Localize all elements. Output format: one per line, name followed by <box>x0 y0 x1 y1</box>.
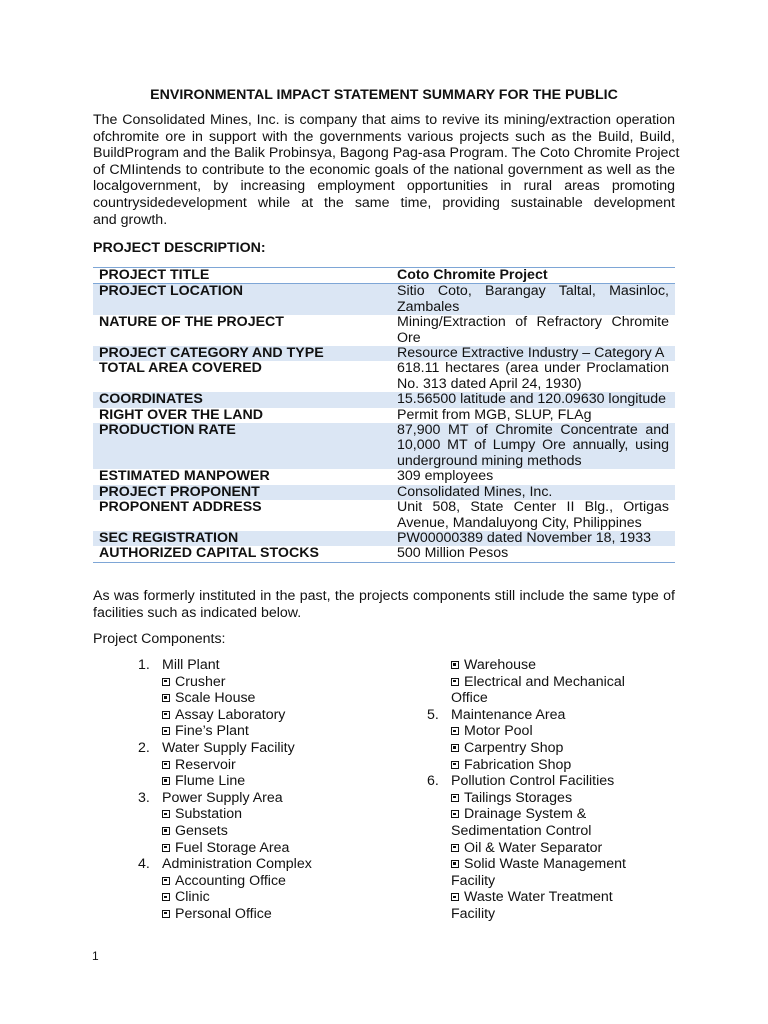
square-bullet-icon <box>451 794 459 802</box>
components-column-right <box>427 657 661 923</box>
square-bullet-icon <box>162 678 170 686</box>
sub-list-item: Motor Pool <box>451 723 661 740</box>
square-bullet-icon <box>451 893 459 901</box>
components-intro-paragraph: As was formerly instituted in the past, the projects components still include the same type of facilities such as indicated below. <box>93 588 675 621</box>
section-heading: PROJECT DESCRIPTION: <box>93 240 266 256</box>
square-bullet-icon <box>162 777 170 785</box>
sub-list-item: Electrical and Mechanical Office <box>451 673 625 707</box>
intro-line: countrysidedevelopment while at the same time, providing sustainable development <box>93 194 675 211</box>
sub-list-item: Carpentry Shop <box>451 740 661 757</box>
table-row <box>93 284 675 315</box>
table-row <box>93 469 675 484</box>
sub-list-item: Personal Office <box>138 906 398 923</box>
row-label: PROJECT TITLE <box>93 268 391 284</box>
square-bullet-icon <box>162 727 170 735</box>
sub-list-item: Warehouse <box>451 657 661 674</box>
table-row <box>93 392 675 407</box>
square-bullet-icon <box>162 711 170 719</box>
row-value: PW00000389 dated November 18, 1933 <box>391 531 675 546</box>
row-label: SEC REGISTRATION <box>93 531 391 546</box>
sub-list-item: Crusher <box>138 674 398 691</box>
list-item: 6. Pollution Control Facilities <box>427 773 615 790</box>
table-row <box>93 546 675 562</box>
sub-list-item: Drainage System & Sedimentation Control <box>451 806 592 839</box>
row-value: Mining/Extraction of Refractory Chromite Ore <box>397 314 669 346</box>
square-bullet-icon <box>451 810 459 818</box>
square-bullet-icon <box>162 810 170 818</box>
row-value: Coto Chromite Project <box>391 268 675 284</box>
row-label: AUTHORIZED CAPITAL STOCKS <box>99 545 319 562</box>
square-bullet-icon <box>451 661 459 669</box>
row-value: 87,900 MT of Chromite Concentrate and 10,000 MT of Lumpy Ore annually, using underground mining methods <box>391 423 675 469</box>
page-number: 1 <box>92 949 99 963</box>
row-label: PROPONENT ADDRESS <box>99 499 262 516</box>
row-value: 309 employees <box>397 468 494 485</box>
square-bullet-icon <box>451 844 459 852</box>
row-label: PRODUCTION RATE <box>93 423 391 469</box>
document-title: ENVIRONMENTAL IMPACT STATEMENT SUMMARY FOR THE PUBLIC <box>150 87 618 103</box>
table-row <box>93 531 675 546</box>
sub-list-item: Reservoir <box>138 757 398 774</box>
intro-paragraph <box>93 112 680 228</box>
row-label: NATURE OF THE PROJECT <box>99 314 284 331</box>
row-label: PROJECT LOCATION <box>93 284 391 315</box>
sub-list-item: Solid Waste Management Facility <box>451 856 626 889</box>
table-row <box>93 315 675 346</box>
sub-list-item: Tailings Storages <box>451 790 661 807</box>
table-row <box>93 408 675 423</box>
row-label: PROJECT CATEGORY AND TYPE <box>93 346 391 361</box>
sub-list-item: Scale House <box>138 690 398 707</box>
row-label: PROJECT PROPONENT <box>93 485 391 500</box>
sub-list-item: Assay Laboratory <box>138 707 398 724</box>
intro-line: The Consolidated Mines, Inc. is company that aims to revive its mining/extraction operation <box>93 112 675 128</box>
square-bullet-icon <box>451 727 459 735</box>
row-label: COORDINATES <box>93 392 391 407</box>
square-bullet-icon <box>162 694 170 702</box>
sub-list-item: Gensets <box>138 823 398 840</box>
sub-list-item: Waste Water Treatment Facility <box>451 889 613 922</box>
sub-list-item: Accounting Office <box>138 873 398 890</box>
square-bullet-icon <box>451 761 459 769</box>
row-value: Consolidated Mines, Inc. <box>391 485 675 500</box>
square-bullet-icon <box>451 744 459 752</box>
components-column-left <box>138 657 398 923</box>
row-value: 618.11 hectares (area under Proclamation No. 313 dated April 24, 1930) <box>397 360 669 392</box>
intro-line: localgovernment, by increasing employment opportunities in rural areas promoting <box>93 178 675 195</box>
row-label: RIGHT OVER THE LAND <box>99 406 263 423</box>
table-row <box>93 500 675 531</box>
row-value: Sitio Coto, Barangay Taltal, Masinloc, Zambales <box>391 284 675 315</box>
list-item: 2. Water Supply Facility <box>138 739 295 756</box>
sub-list-item: Fine’s Plant <box>138 723 398 740</box>
intro-line: BuildProgram and the Balik Probinsya, Bagong Pag-asa Program. The Coto Chromite Project <box>93 145 680 162</box>
square-bullet-icon <box>162 827 170 835</box>
row-value: 15.56500 latitude and 120.09630 longitude <box>391 392 675 407</box>
square-bullet-icon <box>162 877 170 885</box>
square-bullet-icon <box>162 893 170 901</box>
square-bullet-icon <box>162 761 170 769</box>
project-description-table <box>93 267 675 563</box>
sub-list-item: Fabrication Shop <box>451 757 661 774</box>
intro-line: ofchromite ore in support with the governments various projects such as the Build, Build, <box>93 128 675 145</box>
square-bullet-icon <box>451 860 459 868</box>
square-bullet-icon <box>162 844 170 852</box>
list-item: 1. Mill Plant <box>138 657 220 673</box>
row-value: 500 Million Pesos <box>397 545 509 562</box>
sub-list-item: Fuel Storage Area <box>138 840 398 857</box>
list-item: 4. Administration Complex <box>138 856 312 873</box>
square-bullet-icon <box>451 678 459 686</box>
table-row <box>93 361 675 392</box>
sub-list-item: Substation <box>138 806 398 823</box>
row-label: TOTAL AREA COVERED <box>99 360 262 377</box>
square-bullet-icon <box>162 910 170 918</box>
list-item: 3. Power Supply Area <box>138 789 283 806</box>
row-value: Unit 508, State Center II Blg., Ortigas Avenue, Mandaluyong City, Philippines <box>397 499 669 531</box>
sub-list-item: Oil & Water Separator <box>451 840 661 857</box>
table-row <box>93 423 675 469</box>
components-label: Project Components: <box>93 631 226 647</box>
row-label: ESTIMATED MANPOWER <box>99 468 270 485</box>
table-row <box>93 346 675 361</box>
row-value: Resource Extractive Industry – Category A <box>391 346 675 361</box>
table-row <box>93 268 675 284</box>
intro-line: and growth. <box>93 211 168 228</box>
sub-list-item: Clinic <box>138 889 398 906</box>
table-row <box>93 485 675 500</box>
list-item: 5. Maintenance Area <box>427 706 566 723</box>
row-value: Permit from MGB, SLUP, FLAg <box>397 406 592 423</box>
sub-list-item: Flume Line <box>138 773 398 790</box>
intro-line: of CMIintends to contribute to the economic goals of the national government as well as the <box>93 161 675 178</box>
